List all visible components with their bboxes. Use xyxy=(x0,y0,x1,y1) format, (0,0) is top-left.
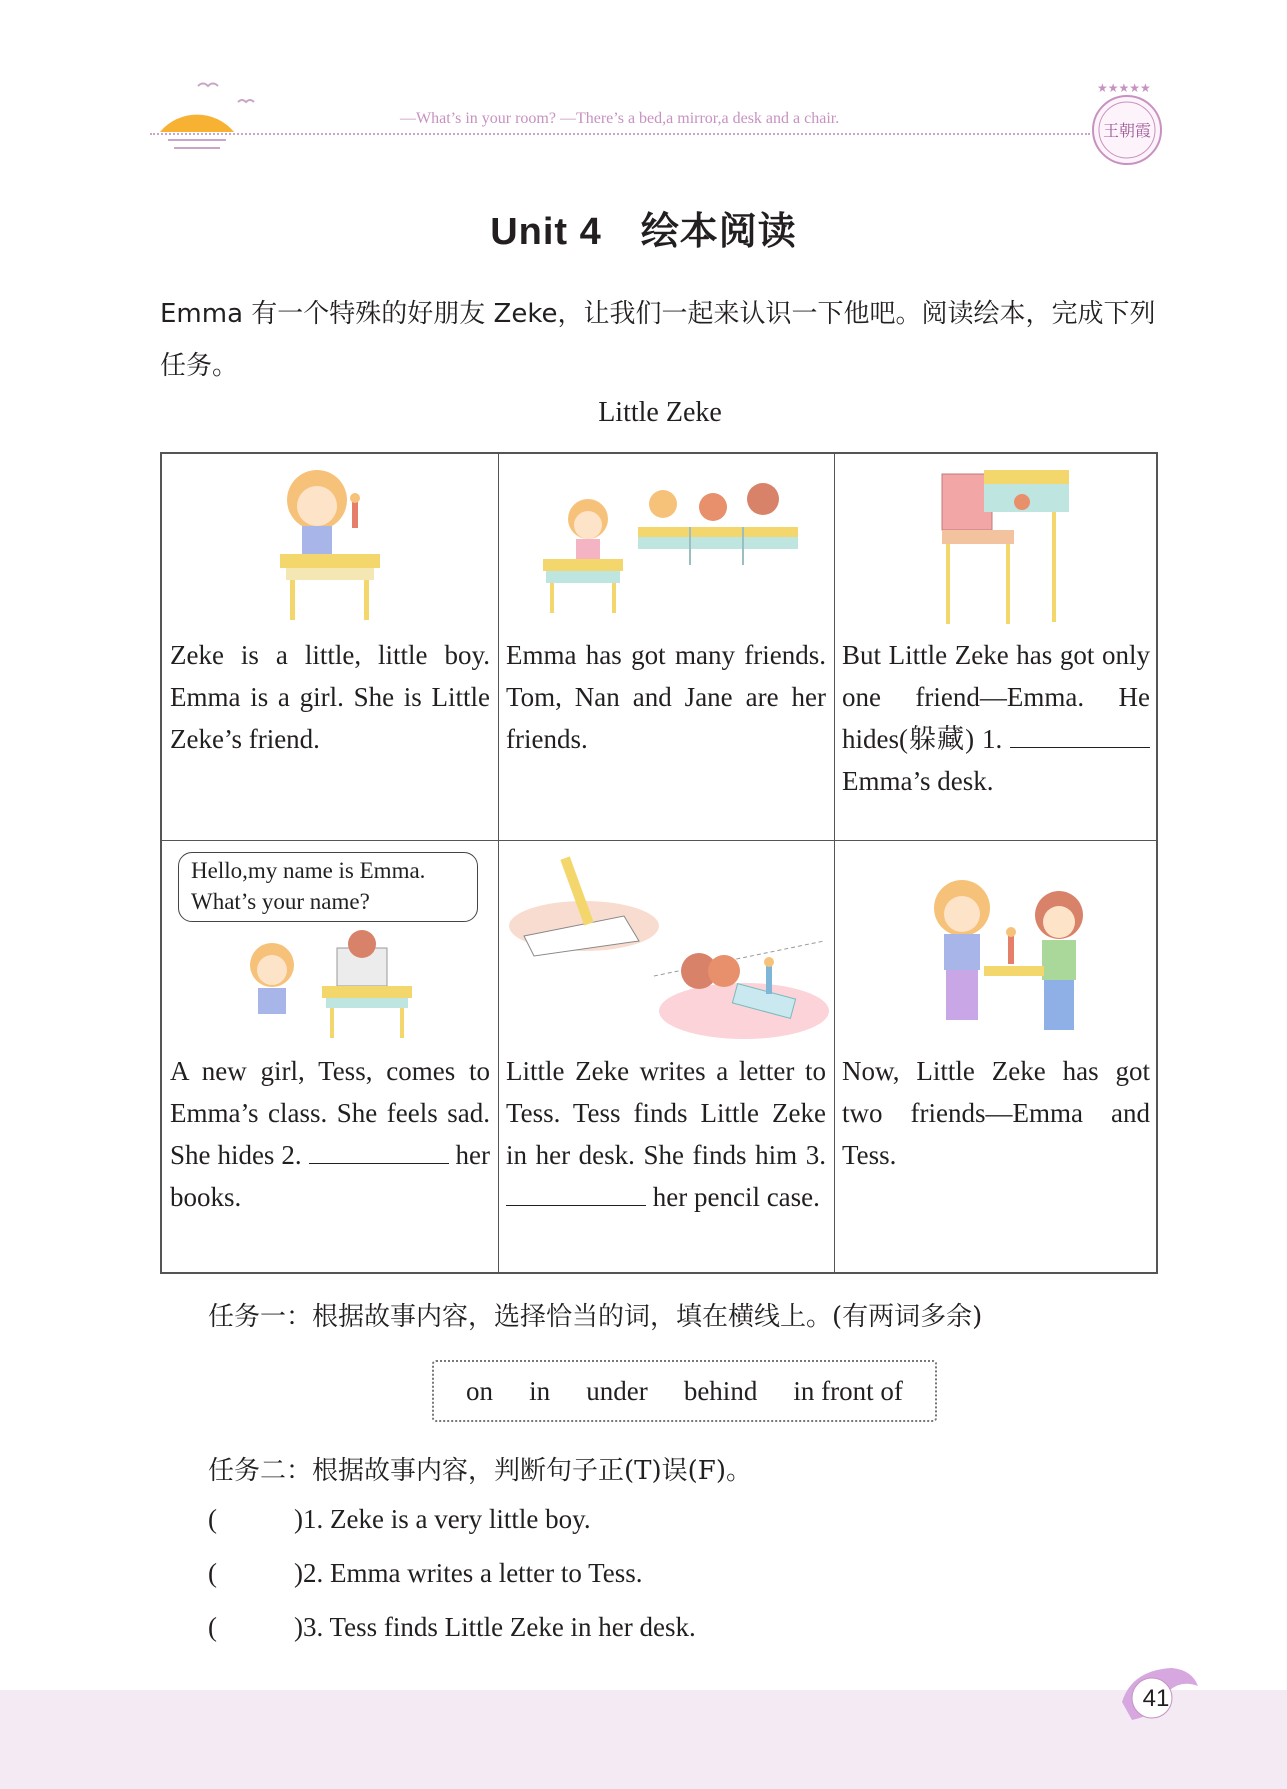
publisher-badge-icon xyxy=(1085,78,1170,173)
word-option: on xyxy=(466,1375,494,1406)
story-panel-6 xyxy=(834,840,1158,1274)
tf-question-1[interactable]: ( )1. Zeke is a very little boy. xyxy=(208,1504,591,1534)
word-option: in front of xyxy=(793,1375,903,1406)
page-number: 41 xyxy=(1142,1685,1170,1712)
three-friends-illustration xyxy=(924,870,1094,1050)
svg-text:王朝霞: 王朝霞 xyxy=(1102,121,1152,140)
story-panels-grid xyxy=(160,452,1158,1274)
girl-at-desk-illustration xyxy=(272,462,392,627)
new-girl-with-books-illustration xyxy=(242,930,422,1040)
running-header: —What’s in your room? —There’s a bed,a mirror,a desk and a chair. xyxy=(400,110,840,127)
panel-6-text: Now, Little Zeke has got two friends—Emma and Tess. xyxy=(842,1056,1150,1170)
task-1-label: 任务一：根据故事内容，选择恰当的词，填在横线上。(有两词多余) xyxy=(208,1302,983,1332)
svg-text:★★★★★: ★★★★★ xyxy=(1097,81,1151,95)
word-bank xyxy=(432,1360,937,1422)
letter-and-pencil-case-illustration xyxy=(504,846,830,1042)
answer-blank-2[interactable] xyxy=(309,1139,449,1164)
speech-bubble: Hello,my name is Emma. What’s your name? xyxy=(178,852,478,922)
header-divider xyxy=(150,133,1090,135)
story-title: Little Zeke xyxy=(598,397,722,428)
answer-blank-1[interactable] xyxy=(1010,723,1150,748)
panel-5-text: Little Zeke writes a letter to Tess. Tess finds Little Zeke in her desk. She finds him 3. her pencil case. xyxy=(506,1056,826,1212)
answer-blank-3[interactable] xyxy=(506,1181,646,1206)
tf-question-3[interactable]: ( )3. Tess finds Little Zeke in her desk. xyxy=(208,1612,696,1642)
panel-1-text: Zeke is a little, little boy. Emma is a girl. She is Little Zeke’s friend. xyxy=(170,640,490,754)
page-title: Unit 4 绘本阅读 xyxy=(490,211,797,253)
word-option: in xyxy=(529,1375,551,1406)
story-panel-4 xyxy=(162,840,498,1274)
panel-2-text: Emma has got many friends. Tom, Nan and Jane are her friends. xyxy=(506,640,826,754)
panel-4-text: A new girl, Tess, comes to Emma’s class. She feels sad. She hides 2. her books. xyxy=(170,1056,491,1212)
classroom-friends-illustration xyxy=(538,469,808,619)
desk-and-chair-illustration xyxy=(934,468,1074,628)
story-panel-3 xyxy=(834,454,1158,840)
tf-question-2[interactable]: ( )2. Emma writes a letter to Tess. xyxy=(208,1558,643,1588)
story-panel-1 xyxy=(162,454,498,840)
panel-3-text: But Little Zeke has got only one friend—Emma. He hides(躲藏) 1. Emma’s desk. xyxy=(842,640,1150,796)
word-option: under xyxy=(586,1375,648,1406)
word-option: behind xyxy=(683,1375,758,1406)
task-2-label: 任务二：根据故事内容，判断句子正(T)误(F)。 xyxy=(208,1456,752,1486)
story-panel-2 xyxy=(498,454,834,840)
footer-band xyxy=(0,1690,1287,1789)
sunset-logo-icon xyxy=(150,70,270,160)
story-panel-5 xyxy=(498,840,834,1274)
intro-text: Emma 有一个特殊的好朋友 Zeke，让我们一起来认识一下他吧。阅读绘本，完成下列任务。 xyxy=(160,299,1156,381)
